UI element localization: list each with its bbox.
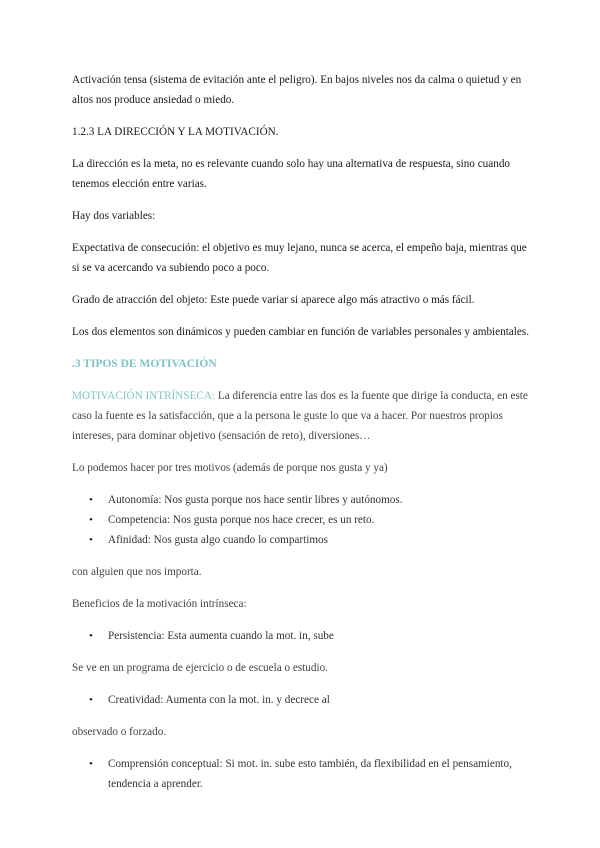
paragraph-direccion: La dirección es la meta, no es relevante cuando solo hay una alternativa de respuesta, sino cuando tenemos elección entre varias. — [72, 158, 511, 190]
paragraph-variables: Hay dos variables: — [72, 210, 156, 222]
paragraph-observado: observado o forzado. — [72, 726, 167, 738]
paragraph-grado: Grado de atracción del objeto: Este puede variar si aparece algo más atractivo o más fácil. — [72, 294, 475, 306]
paragraph-alguien: con alguien que nos importa. — [72, 566, 202, 578]
paragraph-beneficios: Beneficios de la motivación intrínseca: — [72, 598, 247, 610]
paragraph-tres-motivos: Lo podemos hacer por tres motivos (además de porque nos gusta y ya) — [72, 462, 388, 474]
heading-direccion: 1.2.3 LA DIRECCIÓN Y LA MOTIVACIÓN. — [72, 126, 279, 138]
list-persistencia — [72, 626, 532, 646]
intrinseca-label: MOTIVACIÓN INTRÍNSECA: — [72, 390, 216, 402]
paragraph-programa: Se ve en un programa de ejercicio o de escuela o estudio. — [72, 662, 328, 674]
paragraph-intrinseca — [72, 386, 532, 446]
intrinseca-text: La diferencia entre las dos es la fuente que dirige la conducta, en este caso la fuente es la satisfacción, que a la persona le guste lo que va a hacer. Por nuestros propios intereses, para dominar objetivo (sensación de reto), diversiones… — [72, 390, 528, 442]
list-item-comprension: • Comprensión conceptual: Si mot. in. sube esto también, da flexibilidad en el pensamiento, tendencia a aprender. — [72, 754, 532, 794]
paragraph-dinamicos: Los dos elementos son dinámicos y pueden cambiar en función de variables personales y ambientales. — [72, 326, 529, 338]
document-page — [72, 70, 532, 794]
list-item-creatividad: • Creatividad: Aumenta con la mot. in. y decrece al — [72, 690, 532, 710]
list-item-afinidad: • Afinidad: Nos gusta algo cuando lo compartimos — [72, 530, 532, 550]
paragraph-expectativa: Expectativa de consecución: el objetivo es muy lejano, nunca se acerca, el empeño baja, mientras que si se va acercando va subiendo poco a poco. — [72, 242, 527, 274]
list-comprension — [72, 754, 532, 794]
list-motivos — [72, 490, 532, 550]
list-creatividad — [72, 690, 532, 710]
list-item-autonomia: • Autonomía: Nos gusta porque nos hace sentir libres y autónomos. — [72, 490, 532, 510]
paragraph-activacion: Activación tensa (sistema de evitación ante el peligro). En bajos niveles nos da calma o quietud y en altos nos produce ansiedad o miedo. — [72, 74, 522, 106]
list-item-competencia: • Competencia: Nos gusta porque nos hace crecer, es un reto. — [72, 510, 532, 530]
list-item-persistencia: • Persistencia: Esta aumenta cuando la mot. in, sube — [72, 626, 532, 646]
heading-tipos-motivacion: .3 TIPOS DE MOTIVACIÓN — [72, 358, 217, 370]
